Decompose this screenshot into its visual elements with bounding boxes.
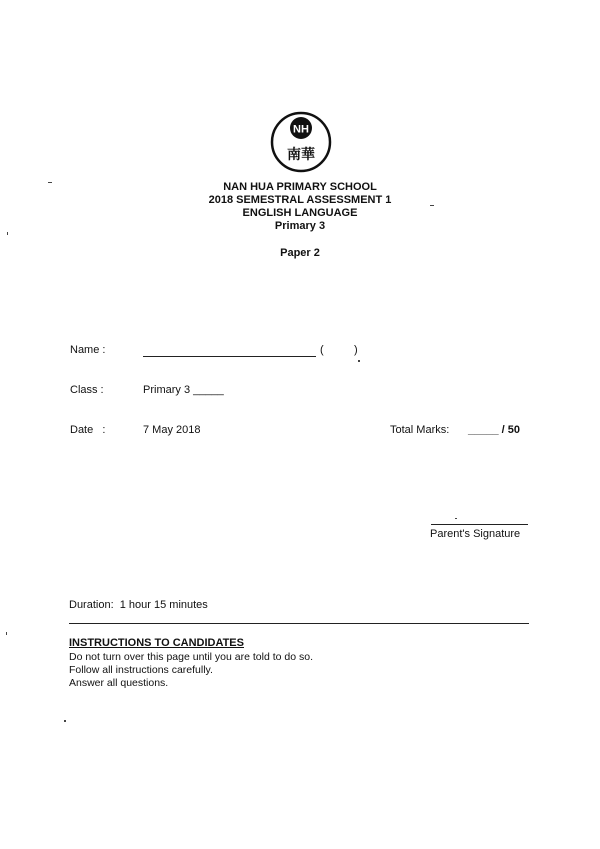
subject-title: ENGLISH LANGUAGE	[242, 207, 358, 219]
logo-letters: NH	[293, 123, 309, 136]
logo-chinese: 南華	[287, 147, 315, 163]
school-name: NAN HUA PRIMARY SCHOOL	[223, 181, 377, 193]
name-bracket-open: (	[320, 344, 324, 356]
class-value[interactable]: Primary 3 _____	[143, 384, 224, 396]
date-label: Date :	[70, 424, 106, 436]
scan-speck	[64, 720, 66, 722]
duration-text: Duration: 1 hour 15 minutes	[69, 599, 208, 611]
school-logo	[270, 111, 332, 173]
assessment-title: 2018 SEMESTRAL ASSESSMENT 1	[208, 194, 392, 206]
scan-speck	[7, 232, 8, 235]
scan-speck	[430, 205, 434, 206]
instruction-line: Do not turn over this page until you are told to do so.	[69, 651, 313, 663]
divider	[69, 623, 529, 624]
instructions-title: INSTRUCTIONS TO CANDIDATES	[69, 637, 244, 649]
scan-speck	[48, 182, 52, 183]
date-value: 7 May 2018	[143, 424, 201, 436]
name-field[interactable]	[143, 356, 316, 357]
total-marks-label: Total Marks:	[390, 424, 450, 436]
class-label: Class :	[70, 384, 104, 396]
total-marks-value[interactable]: _____ / 50	[468, 424, 520, 436]
signature-line[interactable]	[431, 524, 528, 525]
instruction-line: Answer all questions.	[69, 677, 169, 689]
name-bracket-close: )	[354, 344, 358, 356]
scan-speck	[358, 360, 360, 362]
scan-speck	[6, 632, 7, 635]
scan-speck	[455, 518, 457, 519]
instruction-line: Follow all instructions carefully.	[69, 664, 213, 676]
name-label: Name :	[70, 344, 106, 356]
paper-title: Paper 2	[280, 247, 320, 259]
signature-label: Parent's Signature	[430, 528, 521, 540]
level-title: Primary 3	[274, 220, 326, 232]
